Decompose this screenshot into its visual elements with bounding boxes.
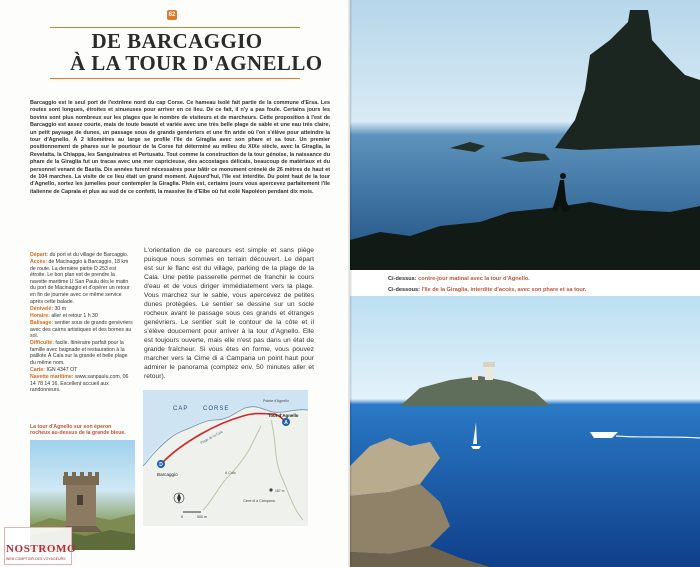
title-rule-bottom xyxy=(50,78,300,79)
nostromo-logo-subtitle: WEB COMPTOIR DES VOYAGEURS xyxy=(6,557,66,561)
caption-above xyxy=(388,274,586,285)
info-label: Dénivelé: xyxy=(30,305,54,312)
info-text: 30 m xyxy=(54,305,67,312)
map-label-altitude: 187 m xyxy=(275,489,285,493)
caption-label: Ci-dessus: xyxy=(388,276,417,282)
info-label: Accès: xyxy=(30,259,48,266)
info-balisage xyxy=(30,320,133,340)
right-captions xyxy=(388,274,586,296)
caption-text: contre-jour matinal avec la tour d'Agnello. xyxy=(418,276,530,282)
caption-text: l'île de la Giraglia, interdite d'accès, avec son phare et sa tour. xyxy=(421,287,587,293)
map-label-cala: A Cala xyxy=(225,471,236,475)
info-text: www.sanpaulu.com, 06 14 78 14 16. Excellent accueil aux randonneurs. xyxy=(30,374,129,394)
map-label-arrival-letter: A xyxy=(284,420,288,426)
info-difficulte xyxy=(30,340,133,366)
page-title xyxy=(70,29,323,75)
intro-paragraph: Barcaggio est le seul port de l'extrême nord du cap Corse. Ce hameau isolé fait partie de la commune d'Ersa. Les routes sont longues, étroites et sinueuses pour arriver en ce lieu. De ce fait, il n'y a pas foule. Certains jours les bovins sont plus nombreux sur les plages que le nombre de visiteurs et de marcheurs. Cette proposition à l'est de Barcaggio est assez courte, mais de toute beauté et variée avec une très belle plage de sable et une eau très claire, un petit paysage de dunes, un passage sous de grands genévriers et une fin aride où l'on s'élève pour atteindre la tour d'Agnello. À 2 kilomètres au large se profile l'île de Giraglia avec son phare et sa tour. Un premier positionnement de phares sur le pourtour de la Corse fut déterminé au milieu du XIXe siècle, avec la Giraglia, la Revelatta, la Chiappa, les Sanguinaires et Pertusatu. Tout comme la construction de la tour génoise, la naissance du phare de la Giraglia fut un tracas avec une mer capricieuse, des accostages délicats, beaucoup de matériaux et du personnel venant de Bastia. Dix années furent nécessaires pour bâtir ce monument crénelé de 26 mètres de haut et de 104 marches. La visite de ce lieu était un grand moment. Aujourd'hui, l'île est interdite. Du point haut de la tour d'Agnello, sortez les jumelles pour contempler la Giraglia. Plein est, certains jours vous apercevez parfaitement l'île italienne de Capraia et plus au sud de ce confetti, la massive île d'Elbe où fut exilé Napoléon pendant dix mois. xyxy=(30,100,330,195)
info-label: Navette maritime: xyxy=(30,374,74,381)
info-text: IGN 4347 OT xyxy=(46,367,78,374)
info-label: Balisage: xyxy=(30,319,54,326)
map-label-tour: Tour d'Agnello xyxy=(268,413,299,418)
title-rule-top xyxy=(50,27,300,28)
info-text: aller et retour 1 h 30 xyxy=(51,312,98,319)
info-navette xyxy=(30,374,133,394)
map-label-cap: CAP xyxy=(173,406,189,412)
title-line-2: À LA TOUR D'AGNELLO xyxy=(70,51,323,75)
nostromo-logo-word: NOSTROMO xyxy=(6,543,77,555)
compass-icon xyxy=(174,493,184,503)
route-description: L'orientation de ce parcours est simple et sans piège puisque nous sommes en terrain découvert. Le départ est sur le flanc est du village, parking de la plage de la Cala. Une petite passerelle permet de franchir le cours d'eau et de vous diriger immédiatement vers la plage. Vous marchez sur le sable, vous apercevez de petites dunes protégées. Le sentier se dessine sur un socle rocheux avant le passage sous ces grands et étranges genévriers. Le sentier suit le contour de la côte et il s'élève doucement pour arriver à la tour d'Agnello. Elle est toujours ouverte, mais elle n'est pas dans un état de grande fraîcheur. Si vous êtes en forme, vous pouvez marcher vers la Cime di a Campana un point haut pour admirer le panorama (comptez env. 50 minutes aller et retour). xyxy=(144,247,314,380)
map-label-corse: CORSE xyxy=(203,406,230,412)
route-map-svg xyxy=(143,390,308,526)
caption-below xyxy=(388,285,586,296)
route-map xyxy=(143,390,308,526)
map-label-cime: Cime di a Campana xyxy=(243,499,275,503)
right-page xyxy=(350,0,700,567)
info-text: facile. Itinéraire parfait pour la famille avec baignade et restauration à la paillote À Cala sur la grande et belle plage du même nom. xyxy=(30,340,128,366)
info-label: Difficulté: xyxy=(30,340,54,347)
map-label-plage: Plage de la Cala xyxy=(199,429,224,445)
page-spine xyxy=(348,0,352,567)
page-badge: 62 xyxy=(168,12,176,18)
title-line-1: DE BARCAGGIO xyxy=(91,29,263,53)
caption-label: Ci-dessous: xyxy=(388,287,421,293)
info-carte xyxy=(30,367,133,374)
info-label: Horaire: xyxy=(30,312,50,319)
info-text: du port et du village de Barcaggio. xyxy=(49,252,129,258)
info-label: Carte: xyxy=(30,367,45,374)
silhouette-tower-photo xyxy=(350,0,700,270)
info-denivele xyxy=(30,306,133,313)
info-text: sentier sous de grands genévriers avec des cairns artistiques et des bornes au sol. xyxy=(30,319,133,340)
map-label-start-letter: D xyxy=(159,462,163,468)
info-text: de Macinaggio à Barcaggio, 18 km de route. La dernière partie D 253 est étroite. Le bon plan est de prendre la navette maritime U San Paulu dès le matin du port de Macinaggio et d'opérer un retour en fin de journée avec ce même service après cette balade. xyxy=(30,259,130,305)
giraglia-photo-svg xyxy=(350,296,700,567)
map-label-barcaggio: Barcaggio xyxy=(157,472,178,477)
info-acces xyxy=(30,259,133,305)
map-label-scale-zero: 0 xyxy=(181,515,183,519)
silhouette-photo-svg xyxy=(350,0,700,270)
info-depart xyxy=(30,252,133,259)
map-label-pointe: Pointe d'Agnello xyxy=(263,399,289,403)
info-label: Départ: xyxy=(30,252,49,258)
giraglia-island-photo xyxy=(350,296,700,567)
map-label-scale: 500 m xyxy=(197,515,207,519)
practical-info-box xyxy=(30,252,133,394)
tower-photo-caption: La tour d'Agnello sur son éperon rocheux au-dessus de la grande bleue. xyxy=(30,424,126,437)
info-horaire xyxy=(30,313,133,320)
summit-marker xyxy=(269,488,272,491)
